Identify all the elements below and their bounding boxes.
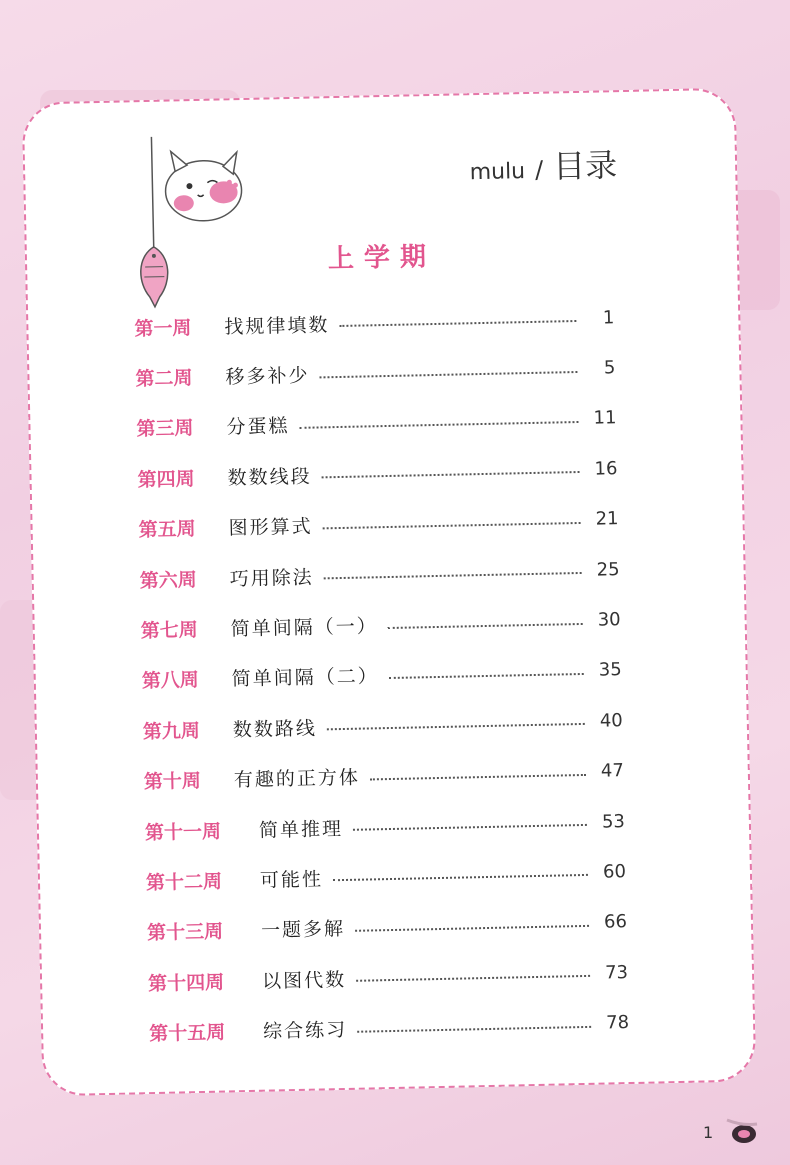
toc-page: 47	[600, 760, 625, 782]
toc-week: 第二周	[135, 367, 193, 391]
toc-leader	[323, 522, 581, 529]
toc-week: 第九周	[142, 719, 201, 743]
title-separator: /	[534, 155, 544, 184]
toc-topic: 图形算式	[228, 515, 313, 540]
toc-page: 66	[603, 911, 628, 933]
toc-page: 35	[598, 659, 622, 682]
toc-topic: 综合练习	[262, 1019, 348, 1043]
toc-entry[interactable]	[149, 998, 630, 1058]
toc-leader	[300, 421, 579, 429]
toc-week: 第一周	[134, 316, 192, 340]
corner-decoration-icon	[722, 1112, 772, 1152]
toc-page: 60	[602, 861, 627, 883]
toc-week: 第十四周	[147, 971, 225, 995]
toc-topic: 简单间隔（二）	[231, 665, 380, 691]
toc-page: 21	[595, 508, 619, 530]
toc-week: 第三周	[136, 417, 194, 441]
toc-leader	[353, 824, 587, 831]
toc-leader	[333, 874, 588, 881]
toc-leader	[339, 320, 576, 327]
toc-page: 25	[596, 558, 620, 581]
toc-leader	[356, 975, 590, 982]
toc-week: 第十一周	[144, 820, 222, 844]
toc-topic: 数数线段	[227, 465, 312, 490]
toc-page: 5	[603, 357, 616, 379]
toc-topic: 可能性	[259, 868, 324, 892]
toc-page: 30	[597, 609, 621, 631]
toc-topic: 一题多解	[260, 918, 346, 943]
page-number: 1	[703, 1123, 714, 1142]
toc-topic: 分蛋糕	[226, 415, 290, 439]
page-title	[469, 140, 617, 189]
toc-leader	[319, 371, 577, 378]
toc-leader	[324, 572, 582, 579]
toc-topic: 巧用除法	[229, 566, 314, 590]
toc-week: 第十三周	[146, 920, 224, 945]
toc-page: 53	[601, 810, 626, 833]
toc-page: 1	[602, 306, 615, 329]
paw-print-icon	[218, 178, 240, 200]
toc-leader	[355, 925, 589, 932]
toc-topic: 以图代数	[261, 968, 347, 993]
title-pinyin: mulu	[469, 159, 526, 186]
toc-leader	[370, 774, 586, 781]
toc-week: 第五周	[138, 518, 196, 542]
toc-leader	[388, 622, 583, 628]
toc-week: 第十二周	[145, 870, 223, 895]
toc-page: 78	[605, 1012, 630, 1034]
toc-topic: 简单间隔（一）	[230, 615, 378, 641]
toc-leader	[327, 723, 585, 730]
toc-page: 40	[599, 709, 623, 732]
toc-page: 16	[594, 458, 618, 480]
toc-week: 第十五周	[148, 1021, 226, 1046]
toc-week: 第八周	[141, 669, 200, 693]
toc-leader	[389, 673, 584, 679]
toc-card	[22, 88, 757, 1097]
toc-topic: 移多补少	[225, 364, 310, 389]
toc-topic: 简单推理	[258, 817, 344, 842]
toc-page: 73	[604, 961, 629, 984]
semester-heading: 上学期	[327, 241, 437, 275]
toc-leader	[322, 471, 580, 478]
cat-illustration-icon	[104, 130, 248, 323]
toc-leader	[357, 1026, 591, 1033]
toc-week: 第四周	[137, 467, 195, 492]
toc-week: 第七周	[140, 619, 199, 643]
toc-page: 11	[593, 407, 617, 430]
toc-week: 第六周	[139, 568, 197, 592]
toc-week: 第十周	[143, 770, 202, 794]
toc-topic: 有趣的正方体	[233, 766, 361, 792]
toc-list	[134, 292, 630, 1058]
toc-topic: 数数路线	[232, 717, 318, 742]
toc-topic: 找规律填数	[224, 313, 330, 339]
title-chinese: 目录	[552, 146, 618, 186]
